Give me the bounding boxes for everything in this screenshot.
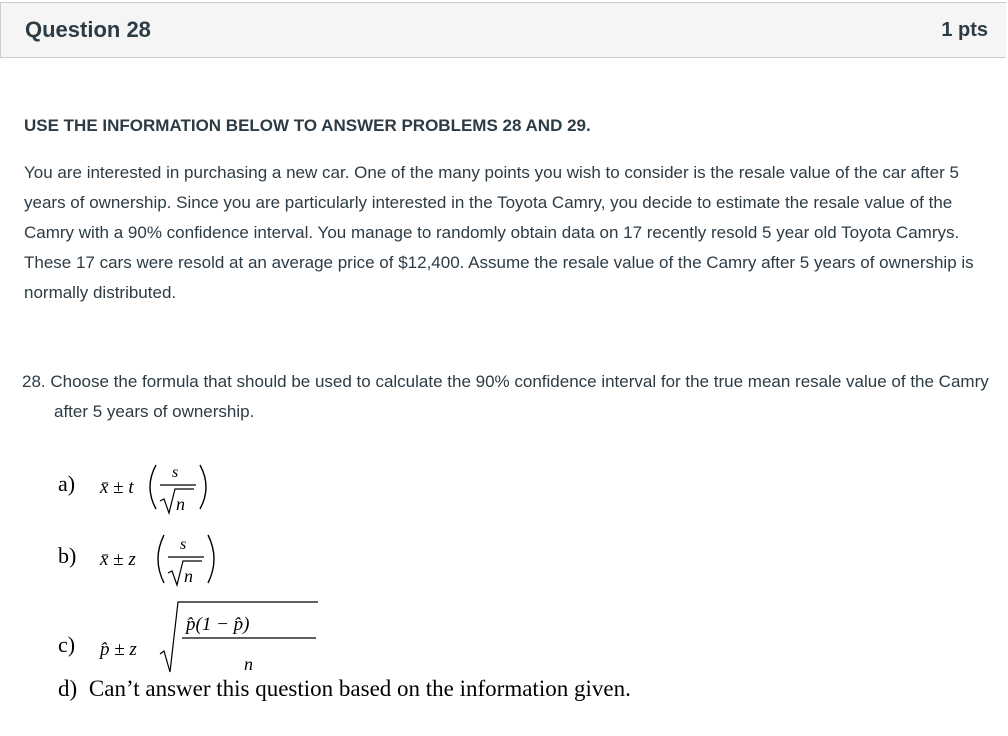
choice-b-formula <box>96 527 276 593</box>
choice-a-formula <box>96 455 266 521</box>
question-prompt: 28. Choose the formula that should be used to calculate the 90% confidence interval for the true mean resale value of the Camry after 5 years of ownership. <box>22 372 989 421</box>
choice-c-label: c) <box>58 632 76 657</box>
choice-b-numerator: s <box>180 536 187 553</box>
choice-d-label: d) <box>58 676 78 701</box>
intro-paragraph: You are interested in purchasing a new car. One of the many points you wish to consider is the resale value of the car after 5 years of ownership. Since you are particularly interested in the Toyota Camry, you decide to estimate the resale value of the Camry with a 90% confidence interval. You manage to randomly obtain data on 17 recently resold 5 year old Toyota Camrys. These 17 cars were resold at an average price of $12,400. Assume the resale value of the Camry after 5 years of ownership is normally distributed. <box>24 163 974 302</box>
choice-a-numerator: s <box>172 464 179 481</box>
choice-c-denominator: n <box>244 654 253 674</box>
choice-a-lead: x̄ ± t <box>100 477 134 498</box>
choice-b-denominator: n <box>184 566 193 586</box>
choice-a-denominator: n <box>176 494 185 514</box>
formula-b-svg <box>96 527 276 593</box>
formula-c-svg <box>96 598 326 674</box>
intro-heading: USE THE INFORMATION BELOW TO ANSWER PROBLEMS 28 AND 29. <box>24 116 591 135</box>
choice-b-label: b) <box>58 543 77 568</box>
formula-a-svg <box>96 455 266 521</box>
question-title: Question 28 <box>25 17 151 42</box>
choice-c-numerator: p̂(1 − p̂) <box>186 614 250 635</box>
choice-b-lead: x̄ ± z <box>100 549 136 570</box>
choice-c-formula <box>96 598 326 674</box>
question-points: 1 pts <box>941 19 988 41</box>
choice-d <box>58 676 631 702</box>
choice-d-text: Can’t answer this question based on the information given. <box>88 676 631 701</box>
question-header <box>0 2 1006 58</box>
choice-c-lead: p̂ ± z <box>100 639 137 660</box>
choice-a-label: a) <box>58 471 76 496</box>
